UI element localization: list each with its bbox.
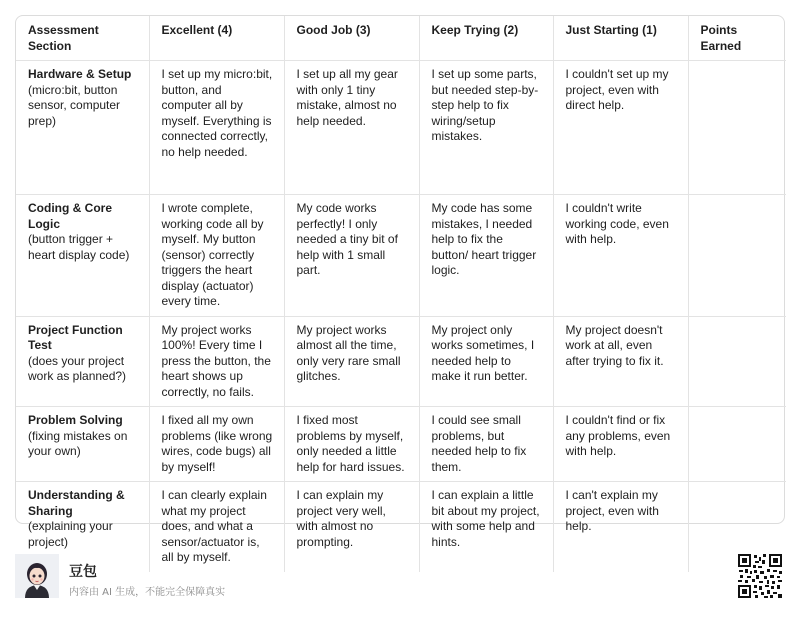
section-cell <box>16 195 149 317</box>
section-title: Problem Solving <box>28 413 123 427</box>
ai-disclaimer: 内容由 AI 生成，不能完全保障真实 <box>69 587 226 598</box>
keep-trying-cell: My project only works sometimes, I needed help to make it run better. <box>419 316 553 407</box>
keep-trying-cell: I can explain a little bit about my project, with some help and hints. <box>419 482 553 572</box>
qr-code-icon <box>737 553 783 599</box>
section-description: (explaining your project) <box>28 519 113 549</box>
just-starting-cell: I couldn't find or fix any problems, even with help. <box>553 407 688 482</box>
header-keep-trying: Keep Trying (2) <box>419 16 553 61</box>
section-title: Project Function Test <box>28 322 123 352</box>
points-earned-cell <box>688 61 786 195</box>
section-cell <box>16 407 149 482</box>
just-starting-cell: I couldn't set up my project, even with direct help. <box>553 61 688 195</box>
section-title: Hardware & Setup <box>28 67 132 81</box>
just-starting-cell: My project doesn't work at all, even after trying to fix it. <box>553 316 688 407</box>
just-starting-cell: I can't explain my project, even with help. <box>553 482 688 572</box>
excellent-cell: I fixed all my own problems (like wrong wires, code bugs) all by myself! <box>149 407 284 482</box>
section-description: (does your project work as planned?) <box>28 353 127 383</box>
points-earned-cell <box>688 407 786 482</box>
section-title: Understanding & Sharing <box>28 488 125 518</box>
table-row <box>16 61 786 195</box>
header-points-earned: Points Earned <box>688 16 786 61</box>
footer <box>15 552 785 600</box>
points-earned-cell <box>688 195 786 317</box>
excellent-cell: My project works 100%! Every time I press the button, the heart shows up correctly, no fails. <box>149 316 284 407</box>
table-row <box>16 407 786 482</box>
good-job-cell: I fixed most problems by myself, only needed a little help for hard issues. <box>284 407 419 482</box>
keep-trying-cell: I could see small problems, but needed help to fix them. <box>419 407 553 482</box>
header-good-job: Good Job (3) <box>284 16 419 61</box>
section-title: Coding & Core Logic <box>28 201 112 231</box>
rubric-table-container <box>15 15 785 564</box>
just-starting-cell: I couldn't write working code, even with help. <box>553 195 688 317</box>
section-description: (fixing mistakes on your own) <box>28 428 128 458</box>
section-description: (button trigger + heart display code) <box>28 232 130 262</box>
keep-trying-cell: My code has some mistakes, I needed help to fix the button/ heart trigger logic. <box>419 195 553 317</box>
table-row <box>16 316 786 407</box>
brand-name: 豆包 <box>69 564 97 580</box>
keep-trying-cell: I set up some parts, but needed step-by-step help to fix wiring/setup mistakes. <box>419 61 553 195</box>
header-excellent: Excellent (4) <box>149 16 284 61</box>
section-cell <box>16 316 149 407</box>
good-job-cell: My project works almost all the time, only very rare small glitches. <box>284 316 419 407</box>
excellent-cell: I set up my micro:bit, button, and computer all by myself. Everything is connected correctly, no help needed. <box>149 61 284 195</box>
good-job-cell: I can explain my project very well, with almost no prompting. <box>284 482 419 572</box>
section-description: (micro:bit, button sensor, computer prep) <box>28 82 121 128</box>
points-earned-cell <box>688 316 786 407</box>
excellent-cell: I wrote complete, working code all by myself. My button (sensor) correctly triggers the heart display (actuator) every time. <box>149 195 284 317</box>
rubric-table <box>16 16 786 572</box>
table-row <box>16 195 786 317</box>
good-job-cell: My code works perfectly! I only needed a tiny bit of help with 1 small part. <box>284 195 419 317</box>
header-row <box>16 16 786 61</box>
section-cell <box>16 61 149 195</box>
good-job-cell: I set up all my gear with only 1 tiny mistake, almost no help needed. <box>284 61 419 195</box>
cartoon-avatar-icon <box>15 554 59 598</box>
header-just-starting: Just Starting (1) <box>553 16 688 61</box>
excellent-cell: I can clearly explain what my project does, and what a sensor/actuator is, all by myself. <box>149 482 284 572</box>
header-assessment-section: Assessment Section <box>16 16 149 61</box>
